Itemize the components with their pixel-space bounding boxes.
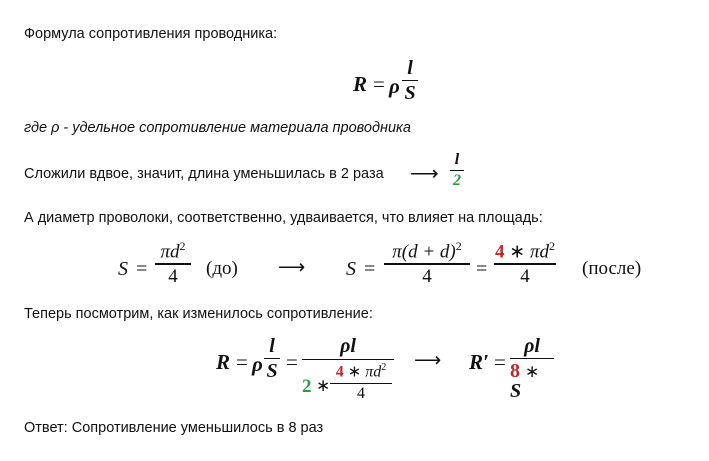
area-numerator-after: 4 ∗ $\pi d^2$ bbox=[495, 239, 555, 263]
new-denominator: 8 ∗ S bbox=[510, 360, 540, 403]
half-denominator-2: 2 bbox=[453, 172, 461, 190]
area-s-before: S bbox=[118, 258, 128, 280]
formula-rho: ρ bbox=[389, 74, 400, 98]
after-label: (после) bbox=[582, 258, 642, 279]
new-resistance-r: R′ bbox=[469, 350, 489, 374]
complex-fraction bbox=[302, 336, 394, 407]
inner-area-denominator: 4 bbox=[357, 384, 365, 402]
half-numerator-l: l bbox=[454, 151, 460, 168]
complex-numerator: ρl bbox=[340, 335, 356, 357]
complex-denominator bbox=[302, 363, 394, 407]
arrow-icon: ⟶ bbox=[410, 163, 439, 185]
derivation-fraction bbox=[264, 336, 280, 381]
formula-eq: = bbox=[373, 72, 385, 96]
diameter-text: А диаметр проволоки, соответственно, удваивается, что влияет на площадь: bbox=[24, 210, 543, 226]
arrow-icon: ⟶ bbox=[278, 257, 306, 278]
area-denominator-after: 4 bbox=[520, 265, 530, 287]
where-text: где ρ - удельное сопротивление материала проводника bbox=[24, 120, 411, 136]
new-resistance-eq: = bbox=[494, 350, 506, 374]
half-length-fraction bbox=[450, 152, 464, 189]
folded-text: Сложили вдвое, значит, длина уменьшилась в 2 раза bbox=[24, 166, 384, 182]
derivation-denominator-s: S bbox=[266, 360, 278, 383]
formula-r: R bbox=[353, 72, 368, 96]
area-eq-second: = bbox=[476, 258, 488, 280]
inner-area-fraction bbox=[330, 363, 392, 402]
area-numerator-before: $\pi d^2$ bbox=[160, 239, 186, 263]
new-resistance-fraction bbox=[510, 336, 554, 401]
area-fraction-before bbox=[155, 240, 191, 286]
derivation-rho: ρ bbox=[252, 352, 263, 376]
area-fraction-expanded bbox=[384, 240, 470, 286]
fraction-bar bbox=[402, 80, 418, 81]
derivation-r: R bbox=[216, 350, 231, 374]
fraction-bar bbox=[494, 263, 556, 264]
before-label: (до) bbox=[206, 258, 238, 279]
inner-area-numerator: 4 ∗ $\pi d^2$ bbox=[335, 362, 387, 381]
area-denominator-before: 4 bbox=[168, 265, 178, 287]
now-text: Теперь посмотрим, как изменилось сопротивление: bbox=[24, 306, 373, 322]
fraction-bar bbox=[302, 359, 394, 360]
derivation-eq: = bbox=[236, 350, 248, 374]
fraction-bar bbox=[510, 358, 554, 359]
formula-fraction bbox=[402, 58, 418, 103]
area-eq-before: = bbox=[136, 258, 148, 280]
fraction-bar bbox=[264, 358, 280, 359]
fraction-bar bbox=[384, 263, 470, 264]
formula-intro-text: Формула сопротивления проводника: bbox=[24, 26, 278, 42]
area-denominator-expanded: 4 bbox=[422, 265, 432, 287]
times-sign: ∗ bbox=[316, 376, 331, 396]
arrow-icon: ⟶ bbox=[414, 350, 442, 371]
fraction-bar bbox=[155, 263, 191, 264]
area-fraction-after bbox=[494, 240, 556, 286]
area-numerator-expanded: $\pi(d + d)^2$ bbox=[392, 239, 462, 263]
formula-denominator-s: S bbox=[404, 82, 416, 105]
two-green: 2 bbox=[302, 376, 312, 398]
answer-text: Ответ: Сопротивление уменьшилось в 8 раз bbox=[24, 420, 324, 436]
new-numerator: ρl bbox=[524, 335, 540, 357]
derivation-numerator-l: l bbox=[269, 335, 275, 357]
area-eq-after: = bbox=[364, 258, 376, 280]
area-s-after: S bbox=[346, 258, 356, 280]
formula-numerator-l: l bbox=[407, 57, 413, 79]
fraction-bar bbox=[330, 383, 392, 384]
fraction-bar bbox=[450, 170, 464, 171]
derivation-eq-second: = bbox=[286, 350, 298, 374]
